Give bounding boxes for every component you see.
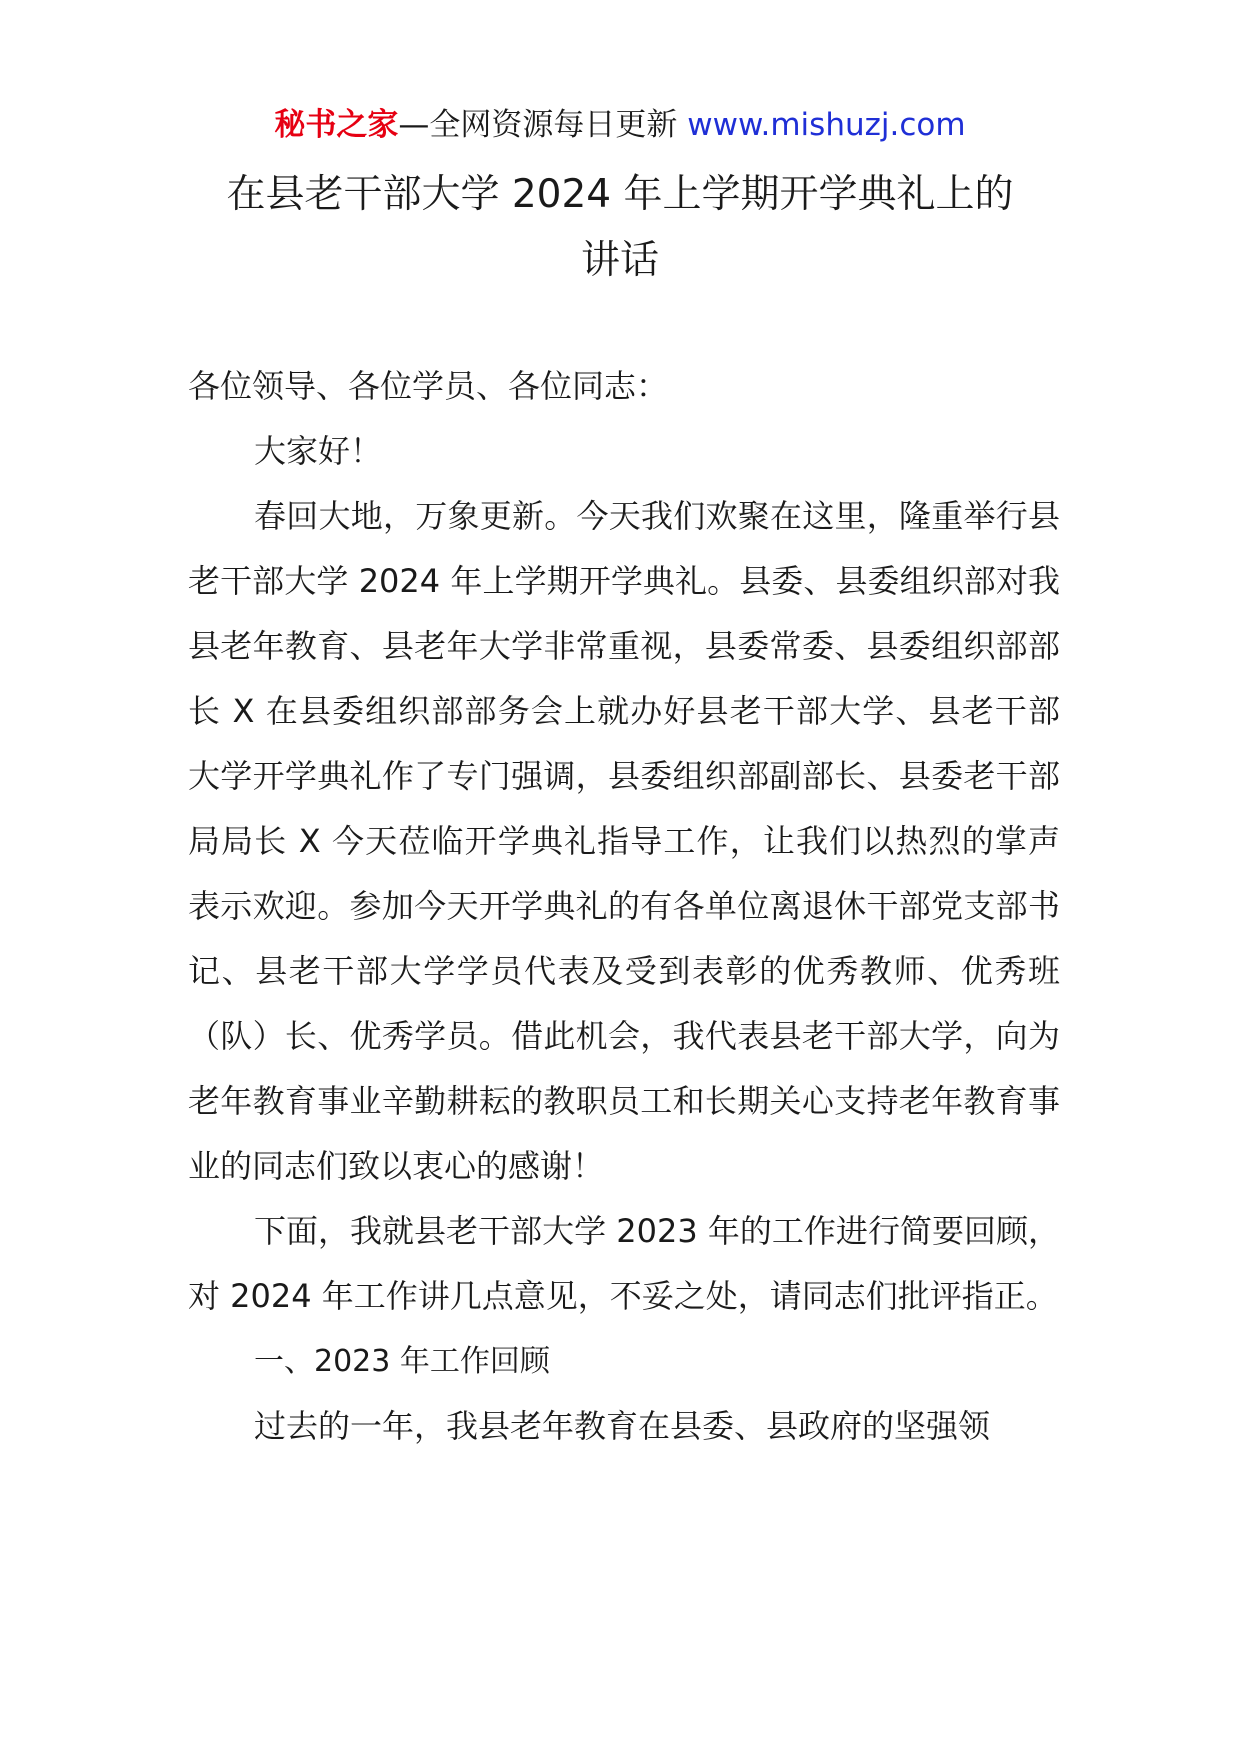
- header-tagline: —全网资源每日更新: [398, 107, 678, 143]
- site-url-link[interactable]: www.mishuzj.com: [687, 107, 966, 143]
- paragraph-review: 过去的一年，我县老年教育在县委、县政府的坚强领: [254, 1407, 991, 1445]
- paragraph-opening: 春回大地，万象更新。今天我们欢聚在这里，隆重举行县老干部大学 2024 年上学期开学典礼。县委、县委组织部对我县老年教育、县老年大学非常重视，县委常委、县委组织部部长 X 在县委组织部部务会上就办好县老干部大学、县老干部大学开学典礼作了专门强调，县委组织部副部长、县委老干部局局长 X 今天莅临开学典礼指导工作，让我们以热烈的掌声表示欢迎。参加今天开学典礼的有各单位离退休干部党支部书记、县老干部大学学员代表及受到表彰的优秀教师、优秀班（队）长、优秀学员。借此机会，我代表县老干部大学，向为老年教育事业辛勤耕耘的教职员工和长期关心支持老年教育事业的同志们致以衷心的感谢！: [188, 497, 1060, 1185]
- document-body: [188, 354, 1060, 1459]
- paragraph-overview: 下面，我就县老干部大学 2023 年的工作进行简要回顾，对 2024 年工作讲几点意见，不妥之处，请同志们批评指正。: [188, 1212, 1060, 1315]
- document-title: [160, 162, 1080, 294]
- section-heading-review: 一、2023 年工作回顾: [254, 1344, 550, 1379]
- site-header: [0, 103, 1240, 147]
- title-line-1: 在县老干部大学 2024 年上学期开学典礼上的: [226, 172, 1014, 217]
- title-line-2: 讲话: [580, 238, 659, 283]
- salutation: 各位领导、各位学员、各位同志：: [188, 367, 669, 405]
- brand-name: 秘书之家: [274, 107, 399, 143]
- greeting: 大家好！: [254, 432, 383, 470]
